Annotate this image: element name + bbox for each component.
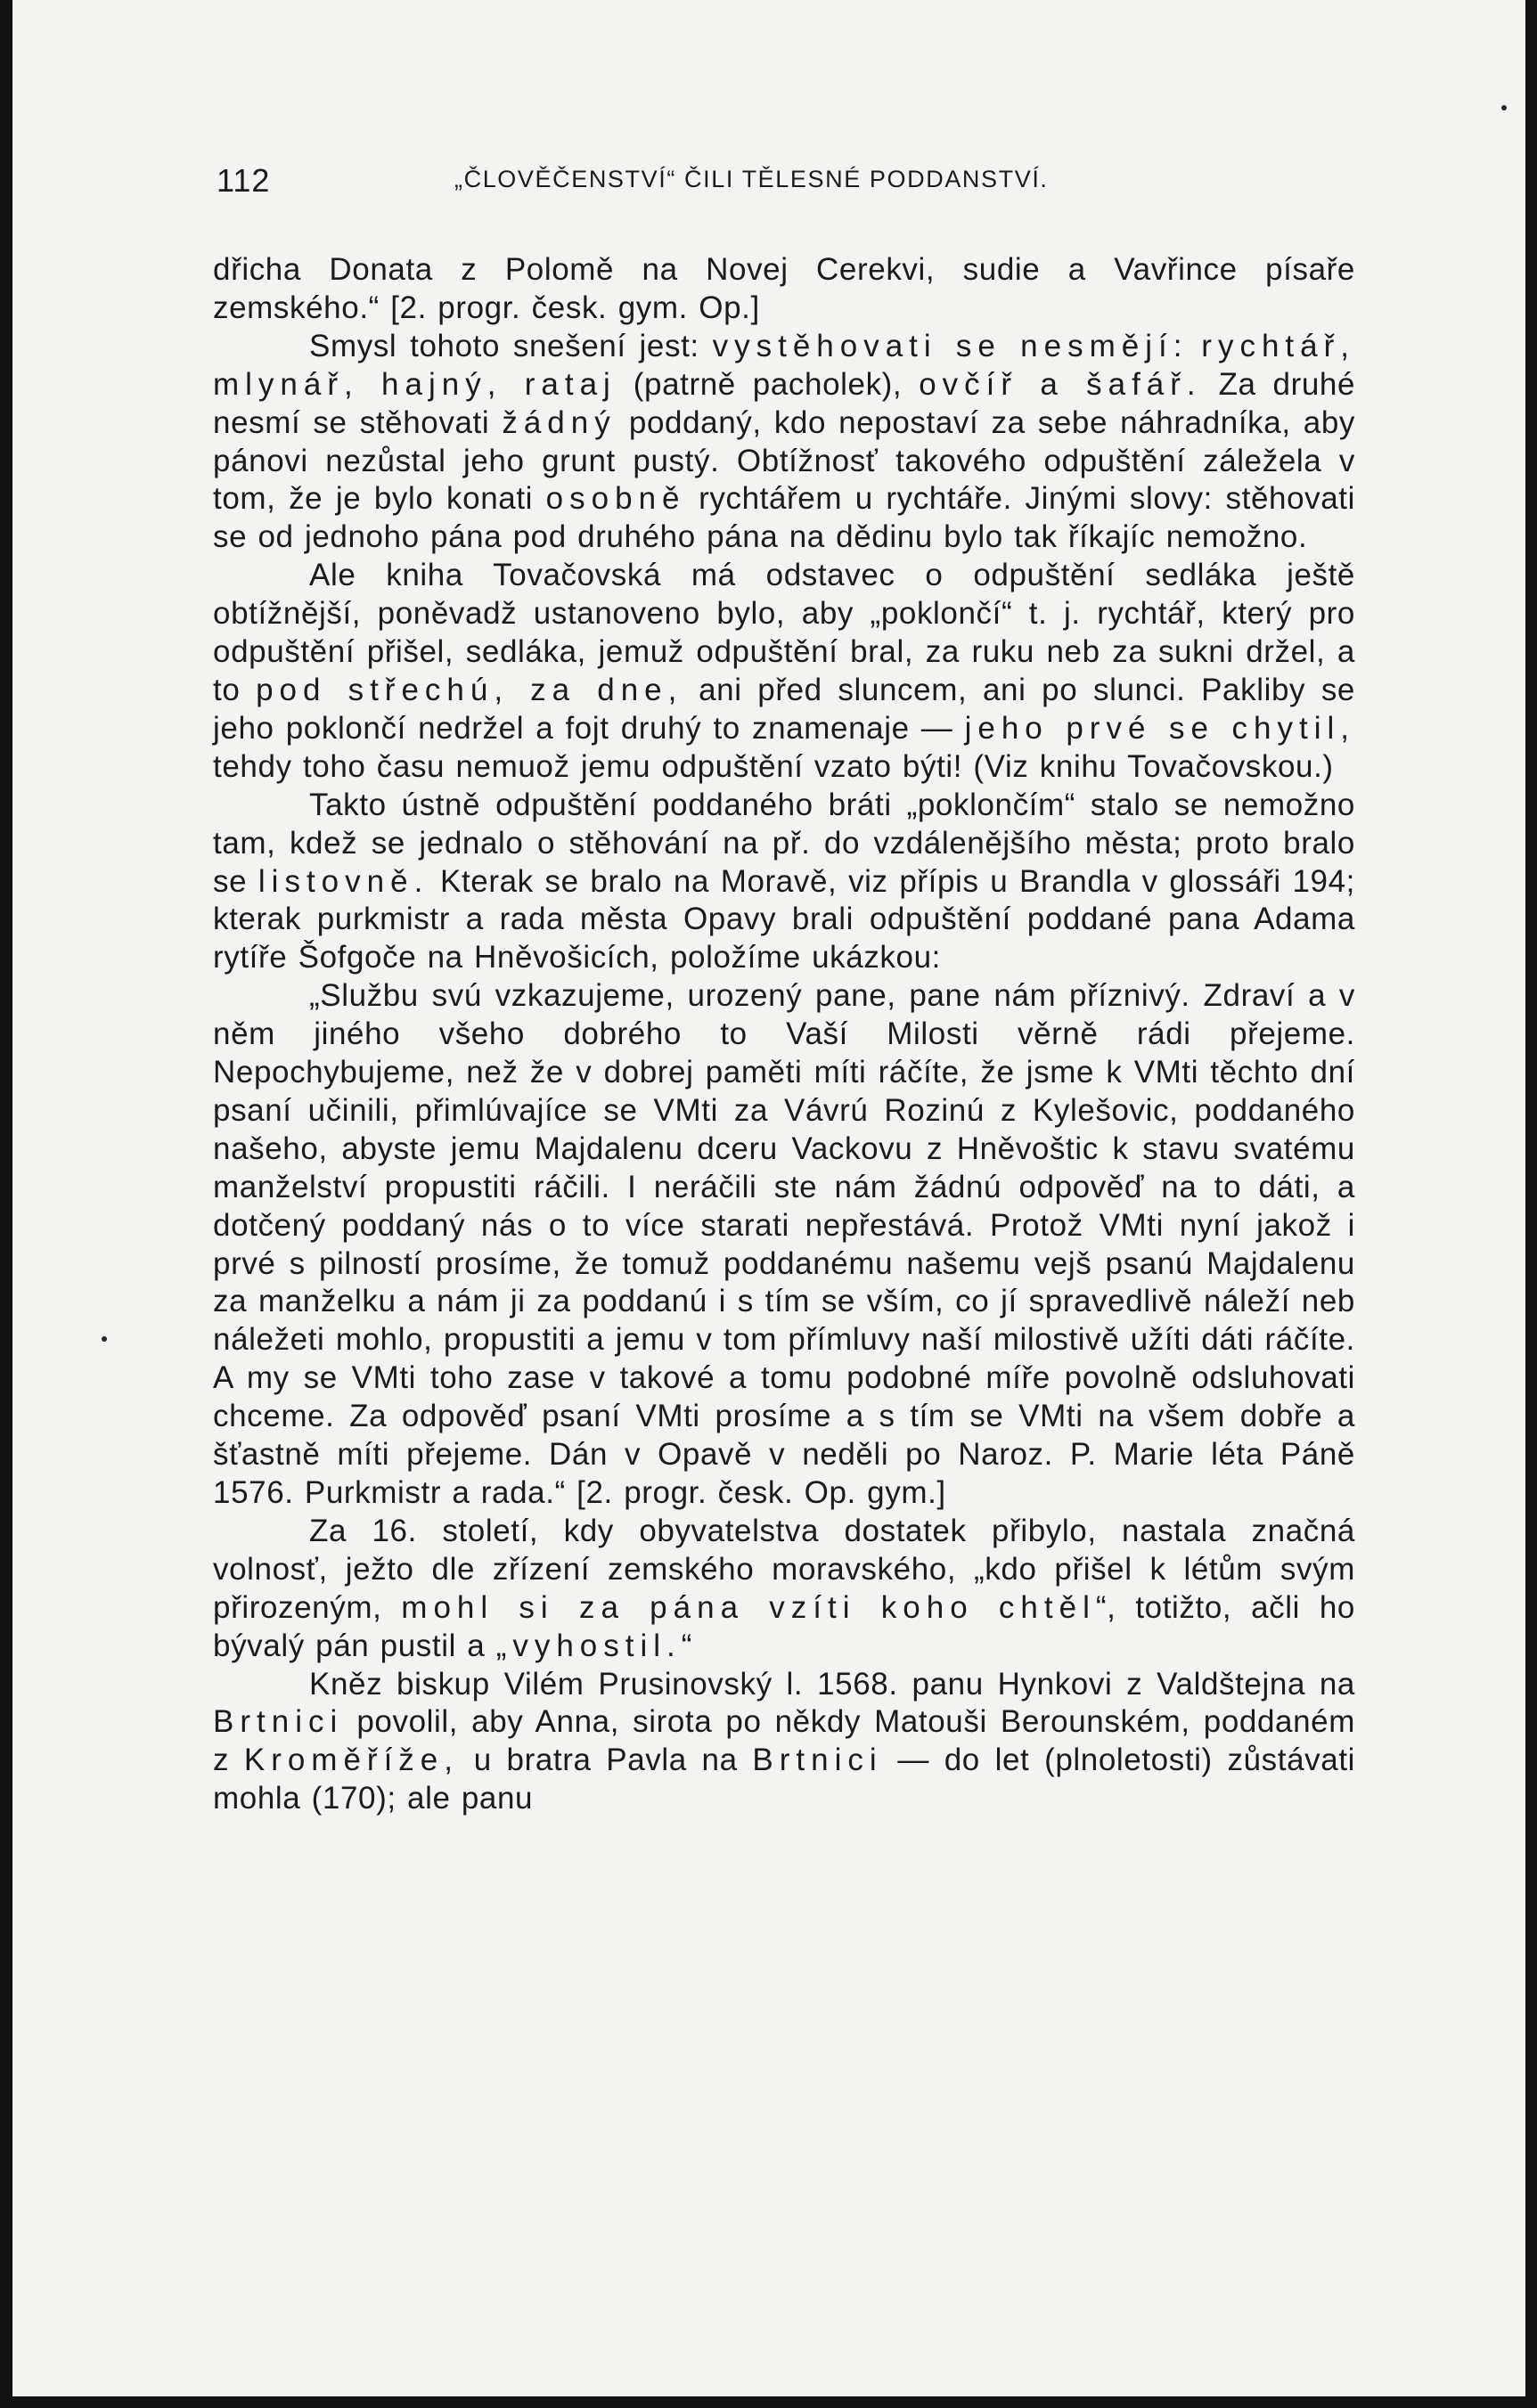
paragraph-7 (213, 1666, 1355, 1819)
paragraph-7-text: — do let (plnoletosti) zůstávati mohla (170); ale panu (213, 1743, 1356, 1816)
scan-speck (1501, 105, 1507, 110)
paragraph-4-text: Takto ústně odpuštění poddaného bráti „poklončím“ stalo se nemožno tam, kdež se jednalo o stěhování na př. do vzdálenějšího města; proto bralo se (213, 787, 1355, 899)
paragraph-4-text: Kterak se bralo na Moravě, viz přípis u Brandla v glossáři 194; kterak purkmistr a rada města Opavy brali odpuštění poddané pana Adama rytíře Šofgoče na Hněvošicích, položíme ukázkou: (213, 863, 1356, 975)
paragraph-2-text: Za druhé nesmí se stěhovati (213, 366, 1356, 440)
paragraph-2 (213, 328, 1355, 557)
running-head: „ČLOVĚČENSTVÍ“ ČILI TĚLESNÉ PODDANSTVÍ. (454, 166, 1049, 192)
paragraph-7-text: Kněz biskup Vilém Prusinovský l. 1568. panu Hynkovi z Valdštejna na (309, 1666, 1355, 1702)
paragraph-2-text: Smysl tohoto snešení jest: (309, 328, 699, 363)
emphasis-spaced: „vyhostil. (495, 1628, 682, 1663)
paragraph-3-text: Ale kniha Tovačovská má odstavec o odpuštění sedláka ještě obtížnější, poněvadž ustanoveno bylo, aby „poklončí“ t. j. rychtář, který pro odpuštění přišel, sedláka, jemuž odpuštění bral, za ruku neb za sukni držel, a to (213, 558, 1355, 707)
paragraph-5-quoted-letter (213, 977, 1355, 1513)
paragraph-6-text: Za 16. století, kdy obyvatelstva dostatek přibylo, nastala značná volnosť, ježto dle zřízení zemského moravského, „kdo přišel k létům svým přirozeným, (213, 1513, 1355, 1625)
body-text (213, 251, 1355, 1818)
emphasis-spaced: Brtnici (752, 1743, 883, 1778)
paragraph-2-text: poddaný, kdo nepostaví za sebe náhradníka, aby pánovi nezůstal jeho grunt pustý. Obtížnosť takového odpuštění záležela v tom, že je bylo konati (213, 404, 1355, 517)
emphasis-spaced: ovčíř a šafář. (919, 366, 1202, 402)
paragraph-4 (213, 787, 1355, 978)
quoted-letter-text: „Službu svú vzkazujeme, urozený pane, pane nám příznivý. Zdraví a v něm jiného všeho dobrého to Vaší Milosti věrně rádi přejeme. Nepochybujeme, než že v dobrej paměti míti ráčíte, že jsme k VMti těchto dní psaní učinili, přimlúvajíce se VMti za Vávrú Rozinú z Kylešovic, poddaného našeho, abyste jemu Majdalenu dceru Vackovu z Hněvoštic k stavu svatému manželství propustiti ráčili. I neráčili ste nám žádnú odpověď na to dáti, a dotčený poddaný nás o to více starati nepřestává. Protož VMti nyní jakož i prvé s pilností prosíme, že tomuž poddanému našemu vejš psanú Majdalenu za manželku a nám ji za poddanú i s tím se vším, co jí spravedlivě náleží neb náležeti mohlo, propustiti a jemu v tom přímluvy naší milostivě užíti dáti ráčíte. A my se VMti toho zase v takové a tomu podobné míře povolně odsluhovati chceme. Za odpověď psaní VMti prosíme a s tím se VMti na všem dobře a šťastně míti přejeme. Dán v Opavě v neděli po Naroz. P. Marie léta Páně 1576. Purkmistr a rada.“ [2. progr. česk. Op. gym.] (213, 978, 1355, 1510)
emphasis-spaced: žádný (502, 404, 617, 440)
scanned-page (12, 0, 1525, 2396)
paragraph-7-text: u bratra Pavla na (473, 1743, 738, 1778)
paragraph-6 (213, 1513, 1355, 1666)
page-number: 112 (217, 162, 271, 199)
emphasis-spaced: pod střechú, za dne, (256, 672, 683, 707)
emphasis-spaced: Kroměříže, (243, 1743, 459, 1778)
paragraph-7-text: povolil, aby Anna, sirota po někdy Matouši Berounském, poddaném z (213, 1704, 1356, 1778)
paragraph-3 (213, 557, 1355, 786)
emphasis-spaced: rychtář, mlynář, hajný, rataj (213, 328, 1355, 402)
paragraph-1-text: dřicha Donata z Polomě na Novej Cerekvi, sudie a Vavřince písaře zemského.“ [2. progr. česk. gym. Op.] (213, 252, 1355, 325)
paragraph-3-text: ani před sluncem, ani po slunci. Pakliby se jeho poklončí nedržel a fojt druhý to znamenaje — (213, 672, 1355, 746)
emphasis-spaced: jeho prvé se chytil, (964, 710, 1355, 746)
emphasis-spaced: listovně. (258, 863, 429, 899)
paragraph-3-text: tehdy toho času nemuož jemu odpuštění vzato býti! (Viz knihu Tovačovskou.) (213, 748, 1334, 784)
emphasis-spaced: osobně (545, 481, 686, 517)
paragraph-2-text: rychtářem u rychtáře. Jinými slovy: stěhovati se od jednoho pána pod druhého pána na dědinu bylo tak říkajíc nemožno. (213, 481, 1356, 555)
page-header (217, 159, 1410, 203)
paragraph-6-text: “ (681, 1628, 693, 1663)
scan-speck (102, 1336, 107, 1342)
emphasis-spaced: Brtnici (213, 1704, 344, 1740)
paragraph-1 (213, 251, 1355, 328)
emphasis-spaced: vystěhovati se nesmějí: (712, 328, 1189, 363)
emphasis-spaced: mohl si za pána vzíti koho chtěl (401, 1589, 1096, 1625)
paragraph-2-text: (patrně pacholek), (633, 366, 903, 402)
paragraph-6-text: “, totižto, ačli ho bývalý pán pustil a (213, 1589, 1355, 1663)
